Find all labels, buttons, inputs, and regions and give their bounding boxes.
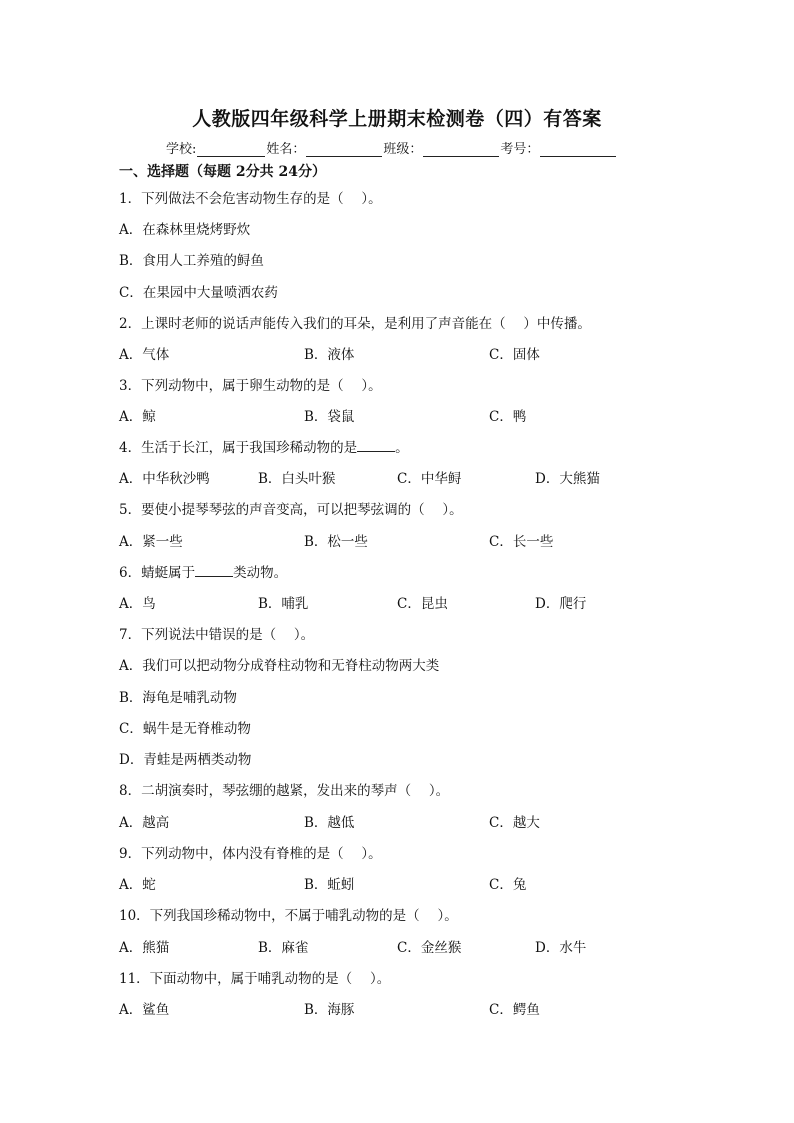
q7-option-d[interactable]: D．青蛙是两栖类动物 bbox=[119, 752, 252, 768]
q4-option-d[interactable]: D．大熊猫 bbox=[535, 471, 600, 487]
q2-option-a[interactable]: A．气体 bbox=[119, 347, 170, 363]
q6-option-a[interactable]: A．鸟 bbox=[119, 596, 156, 612]
q6-option-c[interactable]: C．昆虫 bbox=[397, 596, 448, 612]
school-field[interactable] bbox=[197, 143, 265, 157]
q9-option-a[interactable]: A．蛇 bbox=[119, 877, 156, 893]
q1-option-a[interactable]: A．在森林里烧烤野炊 bbox=[119, 222, 251, 238]
q6-option-d[interactable]: D．爬行 bbox=[535, 596, 587, 612]
question-2: 2．上课时老师的说话声能传入我们的耳朵，是利用了声音能在（ ）中传播。 bbox=[119, 316, 591, 332]
q4-end: 。 bbox=[395, 440, 409, 456]
q4-text: 4．生活于长江，属于我国珍稀动物的是 bbox=[119, 440, 358, 456]
question-4 bbox=[119, 436, 409, 456]
q1-option-b[interactable]: B．食用人工养殖的鲟鱼 bbox=[119, 253, 264, 269]
q2-option-c[interactable]: C．固体 bbox=[489, 347, 540, 363]
q8-option-c[interactable]: C．越大 bbox=[489, 815, 540, 831]
q6-end: 类动物。 bbox=[233, 565, 288, 581]
q6-blank[interactable] bbox=[195, 564, 233, 577]
q8-option-b[interactable]: B．越低 bbox=[304, 815, 355, 831]
q4-option-a[interactable]: A．中华秋沙鸭 bbox=[119, 471, 210, 487]
q11-option-c[interactable]: C．鳄鱼 bbox=[489, 1002, 540, 1018]
q4-option-c[interactable]: C．中华鲟 bbox=[397, 471, 462, 487]
q10-option-b[interactable]: B．麻雀 bbox=[258, 940, 309, 956]
q9-option-c[interactable]: C．兔 bbox=[489, 877, 527, 893]
q3-option-a[interactable]: A．鲸 bbox=[119, 409, 156, 425]
q11-option-b[interactable]: B．海豚 bbox=[304, 1002, 355, 1018]
section-heading: 一、选择题（每题 2分共 24分） bbox=[119, 164, 326, 180]
q11-option-a[interactable]: A．鲨鱼 bbox=[119, 1002, 170, 1018]
question-5: 5．要使小提琴琴弦的声音变高，可以把琴弦调的（ ）。 bbox=[119, 502, 463, 518]
q5-option-c[interactable]: C．长一些 bbox=[489, 534, 554, 550]
q8-option-a[interactable]: A．越高 bbox=[119, 815, 170, 831]
q7-option-b[interactable]: B．海龟是哺乳动物 bbox=[119, 690, 237, 706]
student-info-line bbox=[166, 138, 617, 157]
q7-option-a[interactable]: A．我们可以把动物分成脊柱动物和无脊柱动物两大类 bbox=[119, 658, 440, 674]
q10-option-d[interactable]: D．水牛 bbox=[535, 940, 587, 956]
id-field[interactable] bbox=[540, 143, 616, 157]
q6-text: 6．蜻蜓属于 bbox=[119, 565, 196, 581]
question-7: 7．下列说法中错误的是（ ）。 bbox=[119, 627, 315, 643]
name-field[interactable] bbox=[306, 143, 382, 157]
q6-option-b[interactable]: B．哺乳 bbox=[258, 596, 309, 612]
school-label: 学校: bbox=[166, 142, 197, 157]
class-field[interactable] bbox=[423, 143, 499, 157]
q7-option-c[interactable]: C．蜗牛是无脊椎动物 bbox=[119, 721, 251, 737]
question-3: 3．下列动物中，属于卵生动物的是（ ）。 bbox=[119, 378, 382, 394]
question-11: 11．下面动物中，属于哺乳动物的是（ ）。 bbox=[119, 971, 391, 987]
q5-option-b[interactable]: B．松一些 bbox=[304, 534, 368, 550]
q10-option-c[interactable]: C．金丝猴 bbox=[397, 940, 462, 956]
q10-option-a[interactable]: A．熊猫 bbox=[119, 940, 170, 956]
question-10: 10．下列我国珍稀动物中，不属于哺乳动物的是（ ）。 bbox=[119, 908, 458, 924]
question-9: 9．下列动物中，体内没有脊椎的是（ ）。 bbox=[119, 846, 382, 862]
q9-option-b[interactable]: B．蚯蚓 bbox=[304, 877, 355, 893]
class-label: 班级： bbox=[383, 142, 423, 157]
q3-option-b[interactable]: B．袋鼠 bbox=[304, 409, 355, 425]
q1-option-c[interactable]: C．在果园中大量喷洒农药 bbox=[119, 285, 278, 301]
q4-blank[interactable] bbox=[357, 439, 395, 452]
id-label: 考号： bbox=[500, 142, 540, 157]
name-label: 姓名： bbox=[266, 142, 306, 157]
page-title: 人教版四年级科学上册期末检测卷（四）有答案 bbox=[192, 108, 602, 130]
question-1: 1．下列做法不会危害动物生存的是（ ）。 bbox=[119, 191, 382, 207]
q3-option-c[interactable]: C．鸭 bbox=[489, 409, 527, 425]
question-6 bbox=[119, 561, 287, 581]
q4-option-b[interactable]: B．白头叶猴 bbox=[258, 471, 336, 487]
q5-option-a[interactable]: A．紧一些 bbox=[119, 534, 183, 550]
q2-option-b[interactable]: B．液体 bbox=[304, 347, 355, 363]
question-8: 8．二胡演奏时，琴弦绷的越紧，发出来的琴声（ ）。 bbox=[119, 783, 450, 799]
